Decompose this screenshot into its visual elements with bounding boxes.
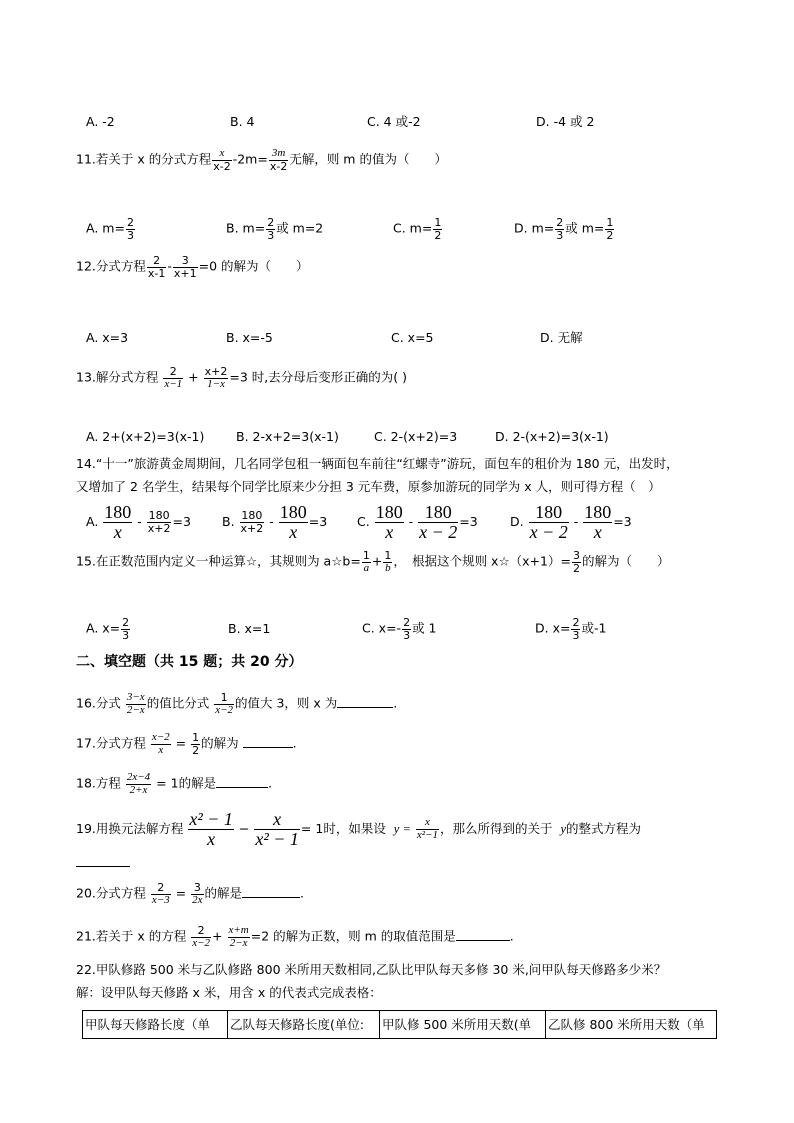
q10-option-d: D. -4 或 2 xyxy=(536,114,595,129)
answer-blank[interactable] xyxy=(337,707,393,708)
answer-blank[interactable] xyxy=(243,747,293,748)
q12-option-c: C. x=5 xyxy=(391,330,434,345)
q12-option-a: A. x=3 xyxy=(86,330,129,345)
table-header-cell: 甲队每天修路长度（单 xyxy=(83,1011,228,1039)
fraction: $\frac{3m}{x-2}$ xyxy=(269,147,288,173)
q14-option-d: D. $\frac{180}{x - 2}$ - $\frac{180}{x}$ =3 xyxy=(510,502,632,542)
q15-option-a: A. x= $\frac{2}{3}$ xyxy=(86,616,130,642)
q11-option-c: C. m= $\frac{1}{2}$ xyxy=(393,216,442,242)
q16-stem: 16.分式 $\frac{3-x}{2-x}$ 的值比分式 $\frac{1}{x-2}$ 的值大 3，则 x 为 . xyxy=(76,691,398,716)
q10-option-a: A. -2 xyxy=(86,114,115,129)
q22-table xyxy=(82,1010,717,1039)
q17-stem: 17.分式方程 $\frac{x-2}{x}$ = $\frac{1}{2}$ 的解为 . xyxy=(76,731,297,757)
q21-stem: 21.若关于 x 的方程 $\frac{2}{x-2}$ + $\frac{x+m}{2-x}$ =2 的解为正数，则 m 的取值范围是 . xyxy=(76,924,514,949)
q15-stem: 15.在正数范围内定义一种运算☆，其规则为 a☆b= $\frac{1}{a}$ + $\frac{1}{b}$ ， 根据这个规则 x☆（x+1）= $\frac{3}{2}$ 的解为（ ） xyxy=(76,549,670,575)
q12-option-d: D. 无解 xyxy=(540,330,583,345)
q13-option-a: A. 2+(x+2)=3(x-1) xyxy=(86,429,205,444)
q14-option-c: C. $\frac{180}{x}$ - $\frac{180}{x - 2}$ =3 xyxy=(357,502,478,542)
q18-stem: 18.方程 $\frac{2x-4}{2+x}$ = 1的解是 . xyxy=(76,771,273,796)
q12-stem: 12.分式方程 $\frac{2}{x-1}$ - $\frac{3}{x+1}$ =0 的解为（ ） xyxy=(76,254,309,280)
q15-option-c: C. x=- $\frac{2}{3}$ 或 1 xyxy=(362,616,437,642)
q13-option-c: C. 2-(x+2)=3 xyxy=(374,429,458,444)
q14-stem-line1: 14.“十一”旅游黄金周期间，几名同学包租一辆面包车前往“红螺寺”游玩，面包车的租价为 180 元，出发时， xyxy=(76,456,679,471)
q11-stem: 11.若关于 x 的分式方程 $\frac{x}{x-2}$ -2m= $\frac{3m}{x-2}$ 无解，则 m 的值为（ ） xyxy=(76,147,447,173)
table-header-cell: 甲队修 500 米所用天数(单 xyxy=(380,1011,546,1039)
q10-option-c: C. 4 或-2 xyxy=(367,114,421,129)
q10-option-b: B. 4 xyxy=(230,114,255,129)
q20-stem: 20.分式方程 $\frac{2}{x-3}$ = $\frac{3}{2x}$ 的解是 . xyxy=(76,881,305,906)
q11-option-b: B. m= $\frac{2}{3}$ 或 m=2 xyxy=(226,216,324,242)
q13-option-b: B. 2-x+2=3(x-1) xyxy=(236,429,339,444)
table-header-cell: 乙队修 800 米所用天数（单 xyxy=(546,1011,717,1039)
q11-option-a: A. m= $\frac{2}{3}$ xyxy=(86,216,134,242)
q14-option-b: B. $\frac{180}{x+2}$ - $\frac{180}{x}$ =3 xyxy=(222,502,328,542)
fraction: $\frac{x}{x-2}$ xyxy=(213,147,231,173)
q15-option-d: D. x= $\frac{2}{3}$ 或-1 xyxy=(535,616,607,642)
table-row xyxy=(83,1011,717,1039)
q14-option-a: A. $\frac{180}{x}$ - $\frac{180}{x+2}$ =3 xyxy=(86,502,191,542)
q13-stem: 13.解分式方程 $\frac{2}{x-1}$ + $\frac{x+2}{1-x}$ =3 时,去分母后变形正确的为( ) xyxy=(76,365,407,390)
answer-blank[interactable] xyxy=(242,897,300,898)
q22-stem-line1: 22.甲队修路 500 米与乙队修路 800 米所用天数相同,乙队比甲队每天多修 30 米,问甲队每天修路多少米？ xyxy=(76,962,667,977)
q12-option-b: B. x=-5 xyxy=(226,330,273,345)
answer-blank[interactable] xyxy=(76,866,130,867)
q13-option-d: D. 2-(x+2)=3(x-1) xyxy=(495,429,609,444)
q19-stem: 19.用换元法解方程 $\frac{\text{x² − 1}}{x}$ − $\frac{x}{\text{x² − 1}}$ = 1时，如果设 y = $\frac{x}{\text{x²−1}}$ ，那么所得到的关于 y的整式方程为 xyxy=(76,809,642,849)
q15-option-b: B. x=1 xyxy=(228,621,271,636)
q22-stem-line2: 解：设甲队每天修路 x 米，用含 x 的代表式完成表格： xyxy=(76,985,382,1000)
section-title: 二、填空题（共 15 题；共 20 分） xyxy=(76,654,303,670)
table-header-cell: 乙队每天修路长度(单位: xyxy=(228,1011,380,1039)
q14-stem-line2: 又增加了 2 名学生，结果每个同学比原来少分担 3 元车费，原参加游玩的同学为 x 人，则可得方程（ ） xyxy=(76,479,661,494)
answer-blank[interactable] xyxy=(216,787,268,788)
q11-option-d: D. m= $\frac{2}{3}$ 或 m= $\frac{1}{2}$ xyxy=(514,216,614,242)
answer-blank[interactable] xyxy=(456,940,510,941)
